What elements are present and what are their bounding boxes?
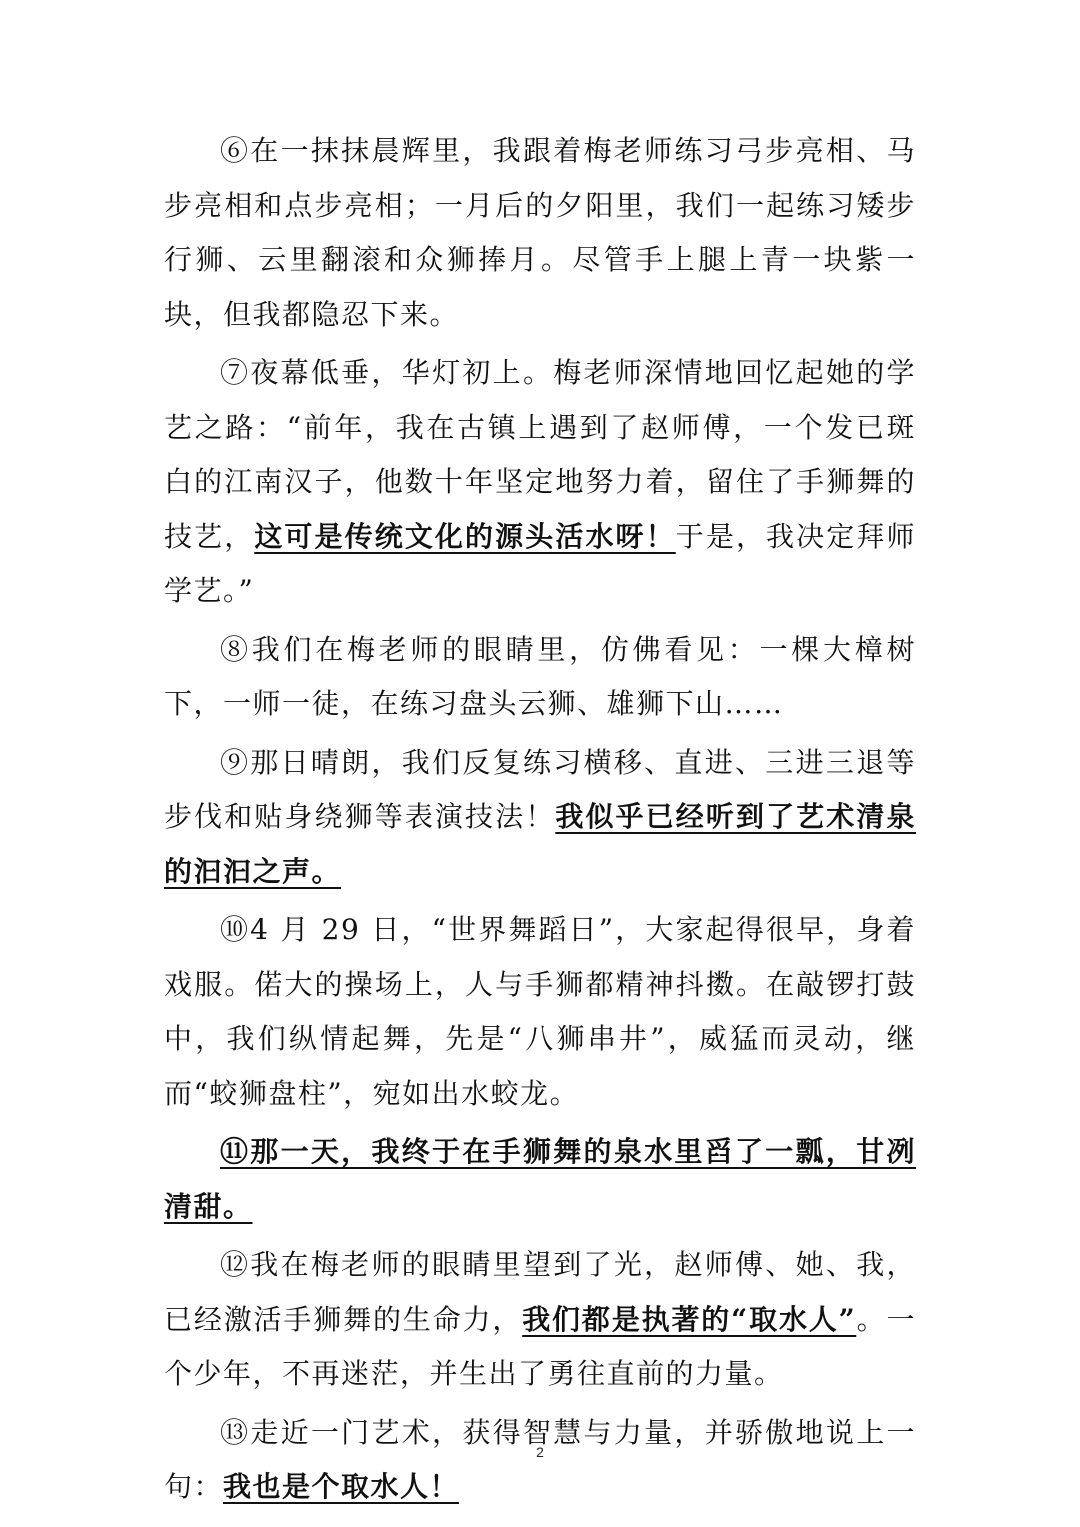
paragraph-6 — [164, 124, 916, 342]
paragraph-9 — [164, 736, 916, 900]
paragraph-11-emphasis: ⑪那一天，我终于在手狮舞的泉水里舀了一瓢，甘冽清甜。 — [164, 1135, 916, 1223]
paragraph-7-emphasis: 这可是传统文化的源头活水呀！ — [254, 519, 676, 553]
paragraph-10 — [164, 903, 916, 1121]
article-body — [164, 124, 916, 1515]
paragraph-11 — [164, 1125, 916, 1234]
paragraph-8 — [164, 623, 916, 732]
paragraph-8-text: ⑧我们在梅老师的眼睛里，仿佛看见：一棵大樟树下，一师一徒，在练习盘头云狮、雄狮下山…… — [164, 632, 916, 720]
paragraph-12 — [164, 1238, 916, 1402]
paragraph-13-text: ⑬走近一门艺术，获得智慧与力量，并骄傲地说上一句： — [164, 1415, 916, 1503]
page-number: 2 — [536, 1444, 544, 1460]
paragraph-7 — [164, 346, 916, 619]
paragraph-6-text: ⑥在一抹抹晨辉里，我跟着梅老师练习弓步亮相、马步亮相和点步亮相；一月后的夕阳里，我们一起练习矮步行狮、云里翻滚和众狮捧月。尽管手上腿上青一块紫一块，但我都隐忍下来。 — [164, 134, 916, 331]
paragraph-7-text: ⑦夜幕低垂，华灯初上。梅老师深情地回忆起她的学艺之路：“前年，我在古镇上遇到了赵师傅，一个发已斑白的江南汉子，他数十年坚定地努力着，留住了手狮舞的技艺， — [164, 356, 916, 553]
paragraph-7-text-end: 于是，我决定拜师学艺。” — [164, 519, 916, 607]
paragraph-12-text-end: 。一个少年，不再迷茫，并生出了勇往直前的力量。 — [164, 1302, 916, 1390]
paragraph-9-text: ⑨那日晴朗，我们反复练习横移、直进、三进三退等步伐和贴身绕狮等表演技法！ — [164, 745, 916, 833]
paragraph-12-emphasis: 我们都是执著的“取水人” — [522, 1302, 857, 1336]
paragraph-12-text: ⑫我在梅老师的眼睛里望到了光，赵师傅、她、我，已经激活手狮舞的生命力， — [164, 1248, 916, 1336]
paragraph-13-emphasis: 我也是个取水人！ — [223, 1470, 460, 1503]
paragraph-9-emphasis: 我似乎已经听到了艺术清泉的汩汩之声。 — [164, 800, 916, 888]
paragraph-13 — [164, 1406, 916, 1515]
paragraph-10-text: ⑩4 月 29 日，“世界舞蹈日”，大家起得很早，身着戏服。偌大的操场上，人与手狮都精神抖擞。在敲锣打鼓中，我们纵情起舞，先是“八狮串井”，威猛而灵动，继而“蛟狮盘柱”，宛如出水蛟龙。 — [164, 913, 916, 1110]
